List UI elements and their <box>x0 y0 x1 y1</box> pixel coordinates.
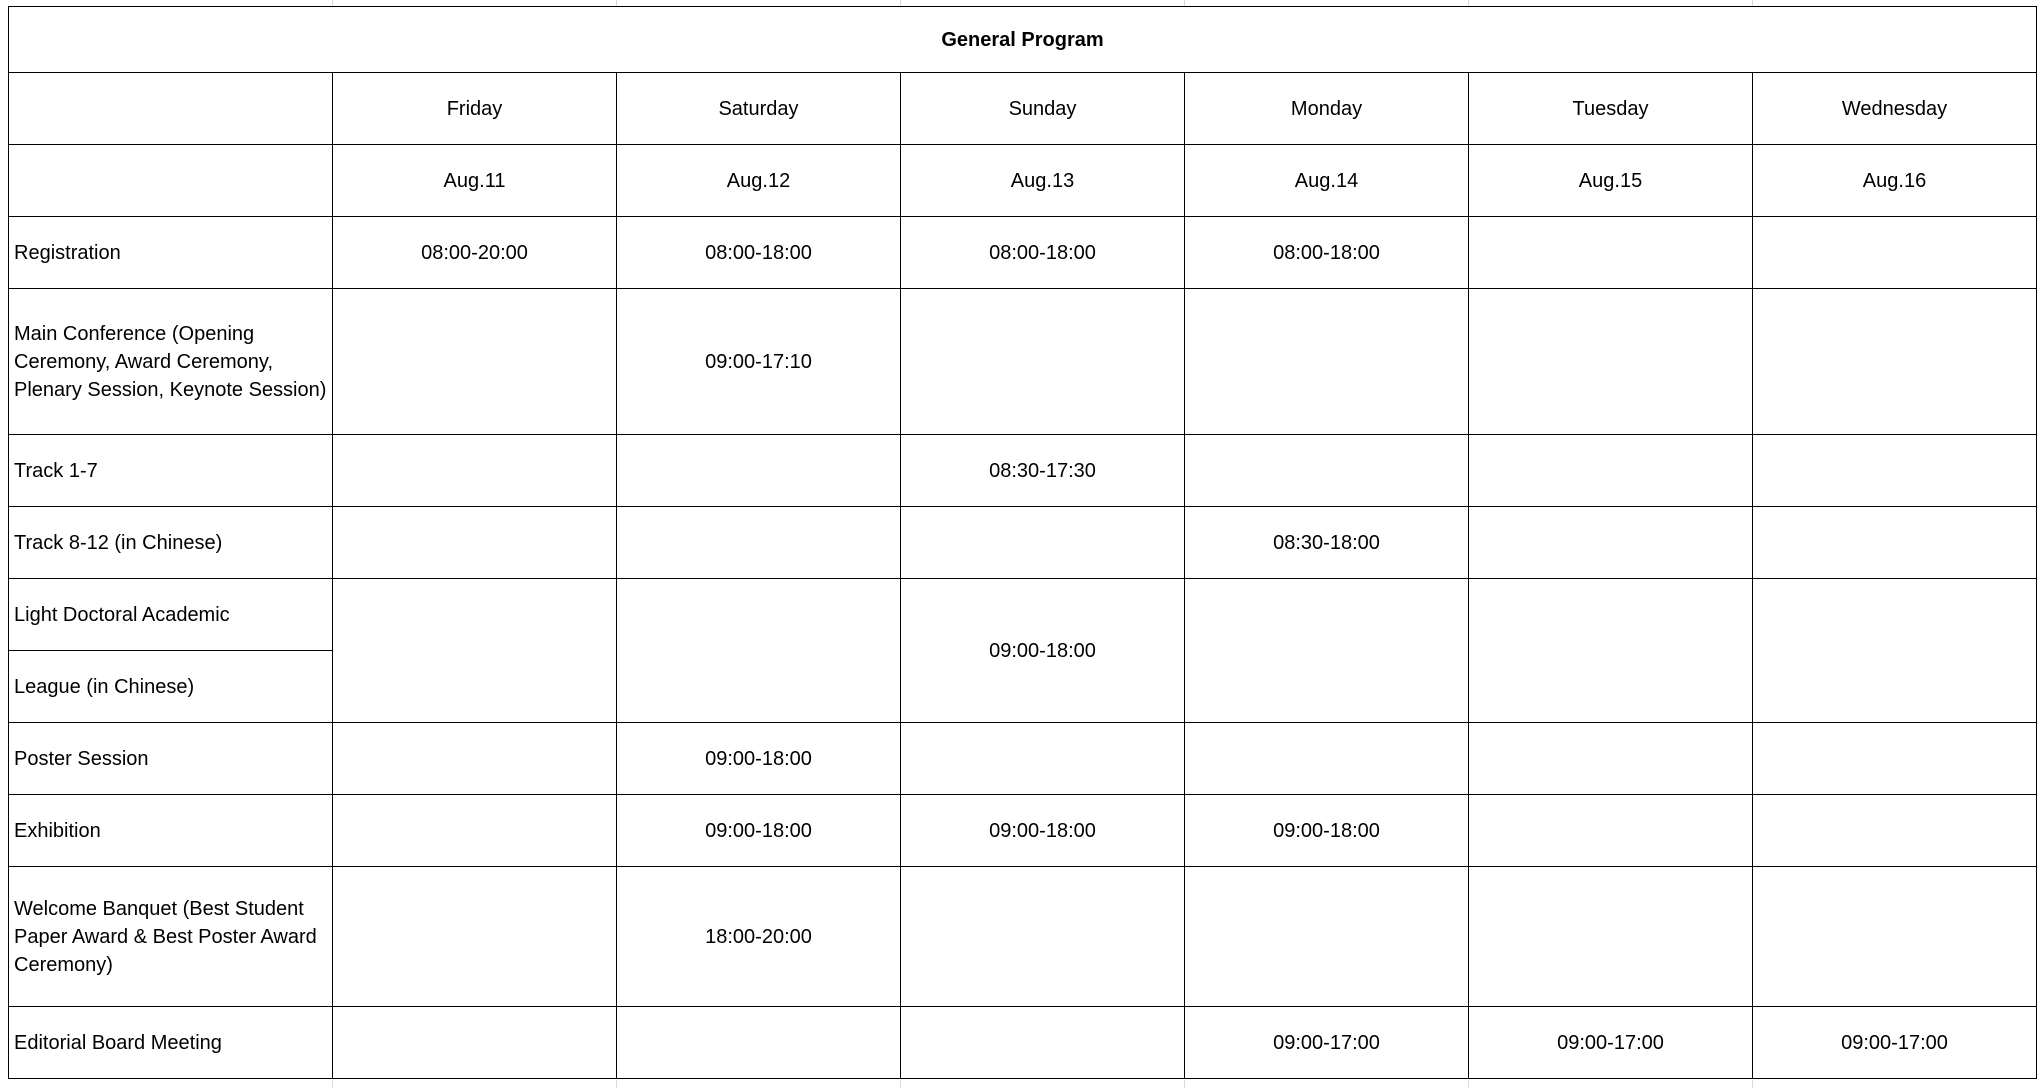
time-cell <box>617 1007 901 1079</box>
time-cell <box>333 1007 617 1079</box>
corner-cell <box>9 73 333 145</box>
program-table <box>8 6 2037 1079</box>
time-cell: 09:00-17:00 <box>1753 1007 2037 1079</box>
time-cell <box>333 867 617 1007</box>
time-cell <box>1753 217 2037 289</box>
day-header: Saturday <box>617 73 901 145</box>
time-cell <box>617 507 901 579</box>
time-cell <box>333 435 617 507</box>
row-label: Exhibition <box>9 795 333 867</box>
time-cell <box>1469 217 1753 289</box>
date-header: Aug.12 <box>617 145 901 217</box>
table-row <box>9 723 2037 795</box>
page-title: General Program <box>9 7 2037 73</box>
time-cell: 08:30-18:00 <box>1185 507 1469 579</box>
row-label: Main Conference (Opening Ceremony, Award Ceremony, Plenary Session, Keynote Session) <box>9 289 333 435</box>
row-label: League (in Chinese) <box>9 651 333 723</box>
row-label: Track 1-7 <box>9 435 333 507</box>
date-header: Aug.15 <box>1469 145 1753 217</box>
date-header: Aug.16 <box>1753 145 2037 217</box>
time-cell <box>333 723 617 795</box>
time-cell <box>333 507 617 579</box>
date-header: Aug.13 <box>901 145 1185 217</box>
date-header: Aug.14 <box>1185 145 1469 217</box>
gridline-tick <box>616 1080 617 1088</box>
row-label: Welcome Banquet (Best Student Paper Award & Best Poster Award Ceremony) <box>9 867 333 1007</box>
time-cell: 08:30-17:30 <box>901 435 1185 507</box>
date-header: Aug.11 <box>333 145 617 217</box>
row-label: Light Doctoral Academic <box>9 579 333 651</box>
time-cell <box>1469 435 1753 507</box>
time-cell <box>1753 867 2037 1007</box>
time-cell <box>1469 795 1753 867</box>
time-cell <box>1185 435 1469 507</box>
gridline-tick <box>1468 1080 1469 1088</box>
time-cell: 09:00-18:00 <box>617 795 901 867</box>
time-cell <box>1469 289 1753 435</box>
title-row <box>9 7 2037 73</box>
table-row <box>9 579 2037 651</box>
time-cell: 09:00-18:00 <box>617 723 901 795</box>
time-cell <box>901 507 1185 579</box>
time-cell <box>1753 795 2037 867</box>
time-cell: 09:00-17:10 <box>617 289 901 435</box>
row-label: Track 8-12 (in Chinese) <box>9 507 333 579</box>
time-cell <box>1753 579 2037 723</box>
time-cell: 09:00-17:00 <box>1185 1007 1469 1079</box>
time-cell <box>1185 867 1469 1007</box>
table-row <box>9 217 2037 289</box>
time-cell <box>1469 723 1753 795</box>
time-cell: 18:00-20:00 <box>617 867 901 1007</box>
time-cell <box>1185 723 1469 795</box>
row-label: Editorial Board Meeting <box>9 1007 333 1079</box>
table-row <box>9 435 2037 507</box>
date-header-row <box>9 145 2037 217</box>
table-row <box>9 867 2037 1007</box>
time-cell <box>1753 289 2037 435</box>
gridline-tick <box>1184 1080 1185 1088</box>
corner-cell <box>9 145 333 217</box>
gridline-tick <box>332 1080 333 1088</box>
table-row <box>9 289 2037 435</box>
time-cell <box>617 579 901 723</box>
time-cell: 09:00-18:00 <box>901 795 1185 867</box>
time-cell <box>1185 579 1469 723</box>
time-cell <box>901 723 1185 795</box>
time-cell <box>1753 507 2037 579</box>
time-cell <box>333 289 617 435</box>
time-cell <box>1469 579 1753 723</box>
day-header: Monday <box>1185 73 1469 145</box>
time-cell <box>617 435 901 507</box>
time-cell <box>1753 435 2037 507</box>
day-header: Sunday <box>901 73 1185 145</box>
time-cell <box>901 1007 1185 1079</box>
time-cell <box>1469 507 1753 579</box>
time-cell <box>901 867 1185 1007</box>
table-row <box>9 1007 2037 1079</box>
table-row <box>9 507 2037 579</box>
time-cell: 08:00-18:00 <box>617 217 901 289</box>
day-header: Tuesday <box>1469 73 1753 145</box>
day-header: Friday <box>333 73 617 145</box>
row-label: Poster Session <box>9 723 333 795</box>
time-cell: 09:00-17:00 <box>1469 1007 1753 1079</box>
time-cell <box>1469 867 1753 1007</box>
time-cell: 08:00-18:00 <box>1185 217 1469 289</box>
time-cell <box>1753 723 2037 795</box>
time-cell <box>333 795 617 867</box>
time-cell <box>1185 289 1469 435</box>
time-cell <box>901 289 1185 435</box>
day-header: Wednesday <box>1753 73 2037 145</box>
time-cell: 08:00-20:00 <box>333 217 617 289</box>
time-cell: 08:00-18:00 <box>901 217 1185 289</box>
table-row <box>9 795 2037 867</box>
row-label: Registration <box>9 217 333 289</box>
gridline-tick <box>1752 1080 1753 1088</box>
time-cell: 09:00-18:00 <box>1185 795 1469 867</box>
gridline-tick <box>900 1080 901 1088</box>
time-cell: 09:00-18:00 <box>901 579 1185 723</box>
time-cell <box>333 579 617 723</box>
day-header-row <box>9 73 2037 145</box>
